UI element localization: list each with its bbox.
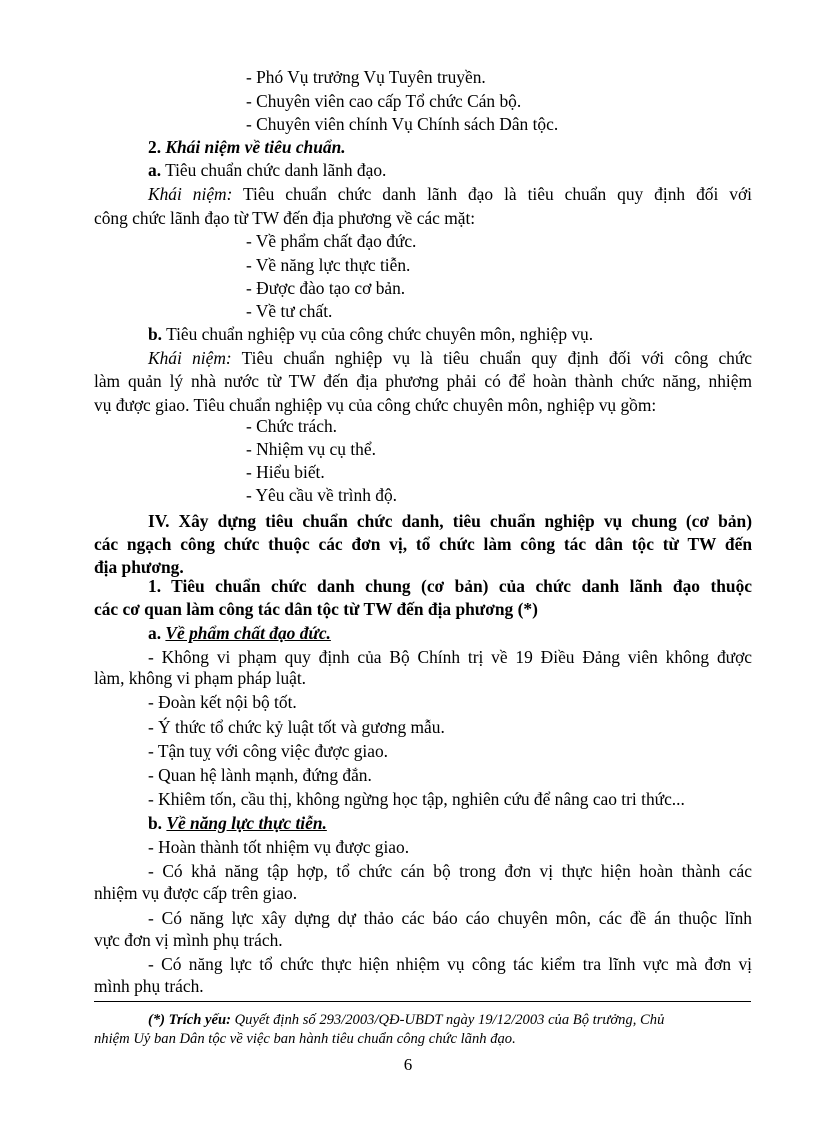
subsection-letter: a. xyxy=(148,160,162,180)
subsection-heading-line: các cơ quan làm công tác dân tộc từ TW đến địa phương (*) xyxy=(94,599,538,619)
list-item: - Có khả năng tập hợp, tổ chức cán bộ trong đơn vị thực hiện hoàn thành các xyxy=(148,861,752,881)
paragraph-line xyxy=(148,347,752,370)
footnote-text: Quyết định số 293/2003/QĐ-UBDT ngày 19/12/2003 của Bộ trưởng, Chủ xyxy=(230,1012,665,1028)
subsection-heading xyxy=(148,622,331,645)
subsection-title: Tiêu chuẩn nghiệp vụ của công chức chuyên môn, nghiệp vụ. xyxy=(162,324,594,344)
list-item: - Quan hệ lành mạnh, đứng đắn. xyxy=(148,765,372,785)
subsection-letter: b. xyxy=(148,324,163,344)
list-item: - Chuyên viên cao cấp Tổ chức Cán bộ. xyxy=(246,91,522,111)
subsection-letter: b. xyxy=(148,813,163,833)
list-item: - Có năng lực xây dựng dự thảo các báo cáo chuyên môn, các đề án thuộc lĩnh xyxy=(148,908,752,928)
subsection-title: Tiêu chuẩn chức danh lãnh đạo. xyxy=(161,160,387,180)
section-heading-line: địa phương. xyxy=(94,557,184,577)
page-number: 6 xyxy=(403,1055,413,1074)
paragraph-line: công chức lãnh đạo từ TW đến địa phương về các mặt: xyxy=(94,208,476,228)
list-item: - Tận tuỵ với công việc được giao. xyxy=(148,741,388,761)
paragraph-line: vực đơn vị mình phụ trách. xyxy=(94,930,283,950)
paragraph-line: mình phụ trách. xyxy=(94,976,204,996)
paragraph-line: làm quản lý nhà nước từ TW đến địa phương phải có để hoàn thành chức năng, nhiệm xyxy=(94,371,752,391)
list-item: - Được đào tạo cơ bản. xyxy=(246,278,406,298)
subsection-letter: a. xyxy=(148,623,162,643)
list-item: - Khiêm tốn, cầu thị, không ngừng học tập, nghiên cứu để nâng cao tri thức... xyxy=(148,789,685,809)
subsection-title: Về phẩm chất đạo đức. xyxy=(165,623,331,643)
list-item: - Không vi phạm quy định của Bộ Chính trị về 19 Điều Đảng viên không được xyxy=(148,647,752,667)
list-item: - Đoàn kết nội bộ tốt. xyxy=(148,692,297,712)
list-item: - Hiểu biết. xyxy=(246,462,325,482)
footnote-label: (*) Trích yếu: xyxy=(148,1012,231,1028)
term-label: Khái niệm: xyxy=(148,348,232,368)
list-item: - Yêu cầu về trình độ. xyxy=(246,485,397,505)
list-item: - Về tư chất. xyxy=(246,301,333,321)
section-heading: IV. Xây dựng tiêu chuẩn chức danh, tiêu chuẩn nghiệp vụ chung (cơ bản) xyxy=(148,511,752,531)
paragraph-line: nhiệm vụ được cấp trên giao. xyxy=(94,883,298,903)
paragraph-text: Tiêu chuẩn chức danh lãnh đạo là tiêu chuẩn quy định đối với xyxy=(232,184,752,204)
paragraph-line: vụ được giao. Tiêu chuẩn nghiệp vụ của công chức chuyên môn, nghiệp vụ gồm: xyxy=(94,395,657,415)
footnote-line: nhiệm Uỷ ban Dân tộc về việc ban hành tiêu chuẩn công chức lãnh đạo. xyxy=(94,1031,516,1047)
paragraph-line: làm, không vi phạm pháp luật. xyxy=(94,668,307,688)
list-item: - Chức trách. xyxy=(246,416,338,436)
list-item: - Hoàn thành tốt nhiệm vụ được giao. xyxy=(148,837,410,857)
section-heading-line: các ngạch công chức thuộc các đơn vị, tổ chức làm công tác dân tộc từ TW đến xyxy=(94,534,752,554)
section-heading xyxy=(148,136,346,159)
list-item: - Ý thức tổ chức kỷ luật tốt và gương mẫu. xyxy=(148,717,445,737)
section-number: 2. xyxy=(148,137,162,157)
list-item: - Chuyên viên chính Vụ Chính sách Dân tộc. xyxy=(246,114,559,134)
footnote-divider xyxy=(94,1001,751,1002)
subsection-heading xyxy=(148,159,386,182)
footnote xyxy=(148,1010,664,1030)
subsection-title: Về năng lực thực tiễn. xyxy=(166,813,327,833)
paragraph-line xyxy=(148,183,752,206)
paragraph-text: Tiêu chuẩn nghiệp vụ là tiêu chuẩn quy định đối với công chức xyxy=(231,348,753,368)
list-item: - Về năng lực thực tiễn. xyxy=(246,255,411,275)
subsection-heading: 1. Tiêu chuẩn chức danh chung (cơ bản) của chức danh lãnh đạo thuộc xyxy=(148,576,752,596)
list-item: - Về phẩm chất đạo đức. xyxy=(246,231,417,251)
list-item: - Có năng lực tổ chức thực hiện nhiệm vụ công tác kiểm tra lĩnh vực mà đơn vị xyxy=(148,954,752,974)
list-item: - Phó Vụ trưởng Vụ Tuyên truyền. xyxy=(246,67,486,87)
subsection-heading xyxy=(148,812,327,835)
section-title: Khái niệm về tiêu chuẩn. xyxy=(165,137,346,157)
term-label: Khái niệm: xyxy=(148,184,233,204)
subsection-heading xyxy=(148,323,593,346)
list-item: - Nhiệm vụ cụ thể. xyxy=(246,439,376,459)
